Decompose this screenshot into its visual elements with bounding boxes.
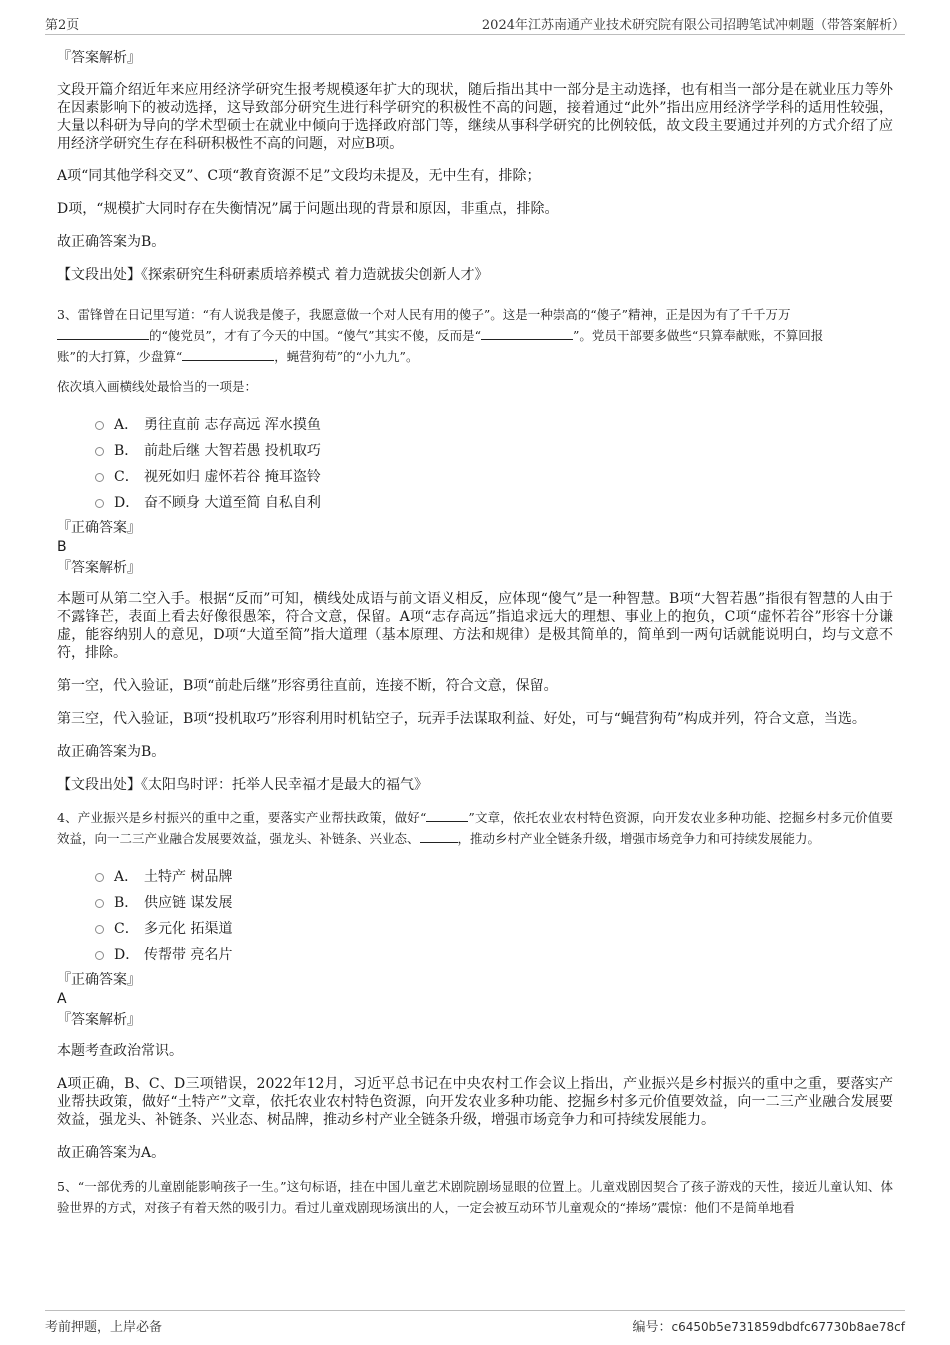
question-text: 5、“一部优秀的儿童剧能影响孩子一生。”这句标语，挂在中国儿童艺术剧院剧场显眼的位置上。儿童戏剧因契合了孩子游戏的天性，接近儿童认知、体验世界的方式，对孩子有着天然的吸引力。看过儿童戏剧现场演出的人，一定会被互动环节儿童观众的“捧场”震惊：他们不是简单地看: [57, 1179, 893, 1215]
analysis-label: 『答案解析』: [57, 1012, 141, 1028]
radio-button[interactable]: [95, 473, 104, 482]
analysis-label: 『答案解析』: [57, 560, 141, 576]
analysis-paragraph: 第三空，代入验证，B项“投机取巧”形容利用时机钻空子，玩弄手法谋取利益、好处，可与“蝇营狗苟”构成并列，符合文意，当选。: [57, 711, 866, 727]
option-c[interactable]: C． 多元化 拓渠道: [95, 916, 893, 942]
analysis-paragraph: 文段开篇介绍近年来应用经济学研究生报考规模逐年扩大的现状，随后指出其中一部分是主动选择，也有相当一部分是在就业压力等外在因素影响下的被动选择，这导致部分研究生进行科学研究的积极性不高的问题，接着通过“此外”指出应用经济学学科的适用性较强，大量以科研为导向的学术型硕士在就业中倾向于选择政府部门等，继续从事科学研究的比例较低，故文段主要通过并列的方式介绍了应用经济学研究生存在科研积极性不高的问题，对应B项。: [57, 82, 893, 152]
radio-button[interactable]: [95, 899, 104, 908]
radio-button[interactable]: [95, 873, 104, 882]
analysis-conclusion: 故正确答案为B。: [57, 744, 166, 760]
correct-answer: A: [57, 991, 67, 1007]
analysis-paragraph: 第一空，代入验证，B项“前赴后继”形容勇往直前，连接不断，符合文意，保留。: [57, 678, 558, 694]
analysis-conclusion: 故正确答案为B。: [57, 234, 166, 250]
analysis-paragraph: D项，“规模扩大同时存在失衡情况”属于问题出现的背景和原因，非重点，排除。: [57, 201, 559, 217]
fill-blank: [182, 347, 274, 361]
analysis-paragraph: A项“同其他学科交叉”、C项“教育资源不足”文段均未提及，无中生有，排除；: [57, 168, 541, 184]
radio-button[interactable]: [95, 499, 104, 508]
option-list: [95, 412, 893, 516]
question-5: [57, 1176, 893, 1220]
page-footer: [45, 1310, 905, 1335]
analysis-label: 『答案解析』: [57, 50, 141, 66]
radio-button[interactable]: [95, 951, 104, 960]
source-citation: 【文段出处】《探索研究生科研素质培养模式 着力造就拔尖创新人才》: [57, 267, 489, 283]
footer-slogan: 考前押题，上岸必备: [45, 1320, 163, 1335]
radio-button[interactable]: [95, 421, 104, 430]
page-header: [45, 12, 905, 35]
option-b[interactable]: B． 供应链 谋发展: [95, 890, 893, 916]
page-content: [57, 48, 893, 1220]
option-d[interactable]: D． 传帮带 亮名片: [95, 942, 893, 968]
page-number: 第2页: [45, 18, 80, 33]
fill-blank: [420, 829, 458, 843]
analysis-conclusion: 故正确答案为A。: [57, 1145, 166, 1161]
question-instruction: 依次填入画横线处最恰当的一项是：: [57, 379, 258, 394]
option-a[interactable]: A． 土特产 树品牌: [95, 864, 893, 890]
question-text: 4、产业振兴是乡村振兴的重中之重，要落实产业帮扶政策，做好“ ”文章，依托农业农村特色资源，向开发农业多种功能、挖掘乡村多元价值要效益，向一二三产业融合发展要效益，强龙头、补链条、兴业态、 ，推动乡村产业全链条升级，增强市场竞争力和可持续发展能力。: [57, 810, 893, 846]
correct-answer-label: 『正确答案』: [57, 520, 141, 536]
document-code: 编号：c6450b5e731859dbdfc67730b8ae78cf: [632, 1320, 905, 1335]
option-list: [95, 864, 893, 968]
option-b[interactable]: B． 前赴后继 大智若愚 投机取巧: [95, 438, 893, 464]
fill-blank: [57, 326, 149, 340]
analysis-paragraph: 本题可从第二空入手。根据“反而”可知，横线处成语与前文语义相反，应体现“傻气”是一种智慧。B项“大智若愚”指很有智慧的人由于不露锋芒，表面上看去好像很愚笨，符合文意，保留。A项“志存高远”指追求远大的理想、事业上的抱负，C项“虚怀若谷”形容十分谦虚，能容纳别人的意见，D项“大道至简”指大道理（基本原理、方法和规律）是极其简单的，简单到一两句话就能说明白，均与文意不符，排除。: [57, 591, 893, 661]
radio-button[interactable]: [95, 447, 104, 456]
radio-button[interactable]: [95, 925, 104, 934]
question-text: 3、雷锋曾在日记里写道：“有人说我是傻子，我愿意做一个对人民有用的傻子”。这是一种崇高的“傻子”精神，正是因为有了千千万万 的“傻党员”，才有了今天的中国。“傻气”其实不傻，反而是“ ”。党员干部要多做些“只算奉献账，不算回报 账”的大打算，少盘算“ ，蝇营狗苟”的“小九九”。: [57, 307, 824, 364]
option-d[interactable]: D． 奋不顾身 大道至简 自私自利: [95, 490, 893, 516]
analysis-paragraph: A项正确，B、C、D三项错误，2022年12月，习近平总书记在中央农村工作会议上指出，产业振兴是乡村振兴的重中之重，要落实产业帮扶政策，做好“土特产”文章，依托农业农村特色资源，向开发农业多种功能、挖掘乡村多元价值要效益，向一二三产业融合发展要效益，强龙头、补链条、兴业态、树品牌，推动乡村产业全链条升级，增强市场竞争力和可持续发展能力。: [57, 1076, 893, 1128]
option-c[interactable]: C． 视死如归 虚怀若谷 掩耳盗铃: [95, 464, 893, 490]
document-title: 2024年江苏南通产业技术研究院有限公司招聘笔试冲刺题（带答案解析）: [481, 18, 905, 33]
analysis-paragraph: 本题考查政治常识。: [57, 1043, 183, 1059]
source-citation: 【文段出处】《太阳鸟时评：托举人民幸福才是最大的福气》: [57, 777, 428, 793]
fill-blank: [481, 326, 573, 340]
fill-blank: [426, 808, 468, 822]
question-4: [57, 807, 893, 1162]
correct-answer-label: 『正确答案』: [57, 972, 141, 988]
question-3: [57, 304, 893, 794]
correct-answer: B: [57, 539, 67, 555]
option-a[interactable]: A． 勇往直前 志存高远 浑水摸鱼: [95, 412, 893, 438]
